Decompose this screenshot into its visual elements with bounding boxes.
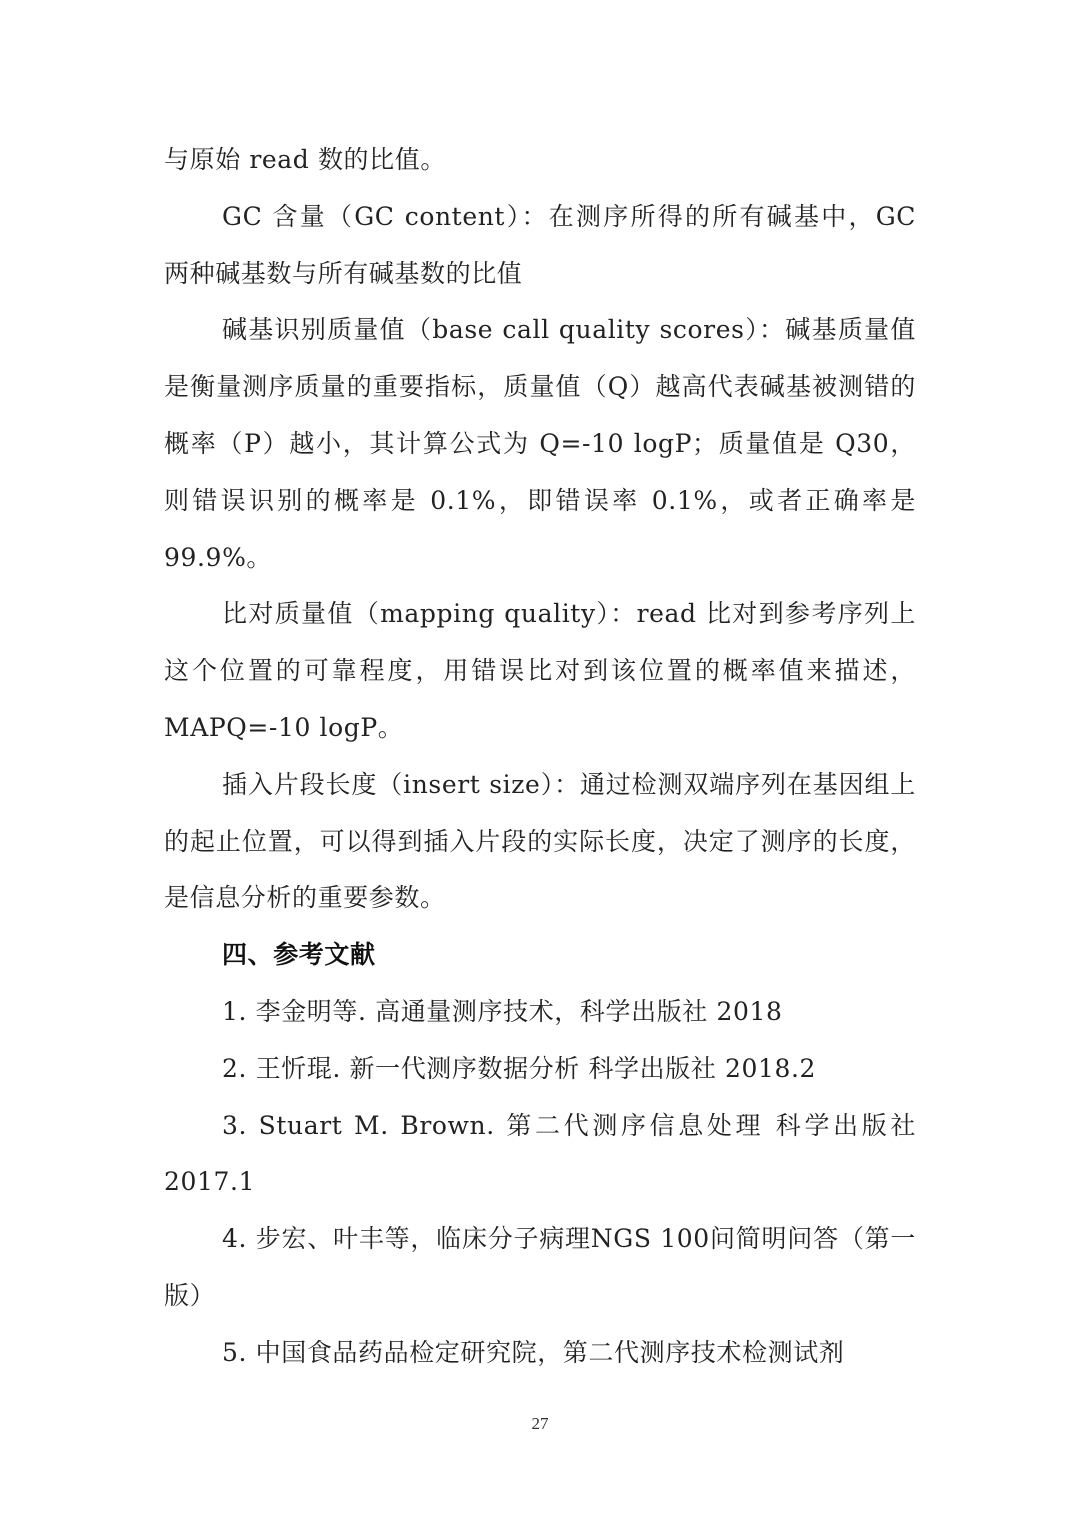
reference-item-2: 2. 王忻琨. 新一代测序数据分析 科学出版社 2018.2 bbox=[222, 1053, 817, 1083]
paragraph-continuation: 与原始 read 数的比值。 bbox=[164, 145, 446, 174]
reference-item-3: 3. Stuart M. Brown. 第二代测序信息处理 科学出版社 2017.1 bbox=[164, 1110, 916, 1197]
reference-item-5: 5. 中国食品药品检定研究院，第二代测序技术检测试剂 bbox=[222, 1337, 845, 1367]
page-number: 27 bbox=[531, 1414, 549, 1433]
reference-item-1: 1. 李金明等. 高通量测序技术，科学出版社 2018 bbox=[222, 996, 783, 1026]
paragraph-base-call-quality: 碱基识别质量值（base call quality scores）：碱基质量值是衡量测序质量的重要指标，质量值（Q）越高代表碱基被测错的概率（P）越小，其计算公式为 Q=-10 logP；质量值是 Q30，则错误识别的概率是 0.1%，即错误率 0.1%，或者正确率是 99.9%。 bbox=[164, 315, 916, 572]
references-heading: 四、参考文献 bbox=[222, 940, 376, 970]
paragraph-gc-content: GC 含量（GC content）：在测序所得的所有碱基中，GC 两种碱基数与所有碱基数的比值 bbox=[164, 201, 916, 288]
reference-item-4: 4. 步宏、叶丰等，临床分子病理NGS 100问简明问答（第一版） bbox=[164, 1224, 916, 1310]
paragraph-insert-size: 插入片段长度（insert size）：通过检测双端序列在基因组上的起止位置，可以得到插入片段的实际长度，决定了测序的长度，是信息分析的重要参数。 bbox=[164, 769, 916, 913]
text-column bbox=[164, 132, 916, 1382]
paragraph-mapping-quality: 比对质量值（mapping quality）：read 比对到参考序列上这个位置的可靠程度，用错误比对到该位置的概率值来描述，MAPQ=-10 logP。 bbox=[164, 599, 916, 742]
